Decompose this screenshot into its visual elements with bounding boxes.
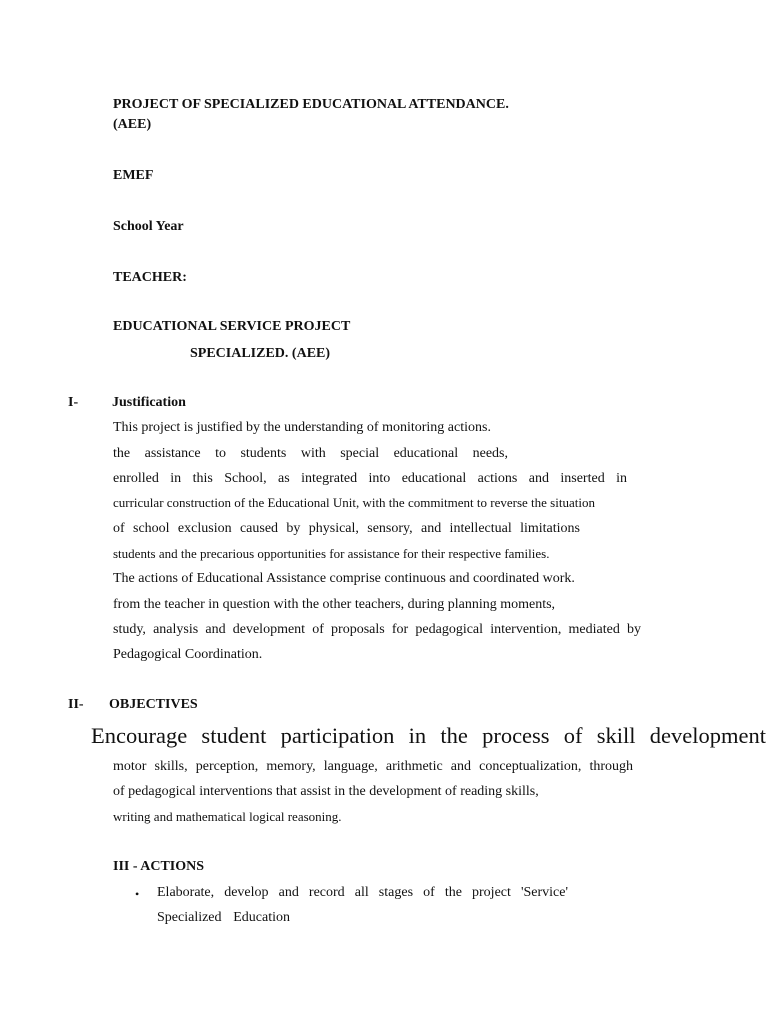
justification-line: Pedagogical Coordination. bbox=[113, 647, 263, 662]
actions-bullet-line: Specialized Education bbox=[157, 910, 290, 925]
school-year-label: School Year bbox=[113, 219, 184, 234]
actions-bullet-line: Elaborate, develop and record all stages of the project 'Service' bbox=[157, 885, 568, 900]
justification-line: The actions of Educational Assistance comprise continuous and coordinated work. bbox=[113, 571, 575, 586]
bullet-icon: • bbox=[135, 887, 140, 901]
section-1-number: I- bbox=[68, 395, 79, 410]
project-title-line2: SPECIALIZED. (AEE) bbox=[190, 346, 331, 361]
justification-line: study, analysis and development of proposals for pedagogical intervention, mediated by bbox=[113, 622, 641, 637]
justification-line: curricular construction of the Educational Unit, with the commitment to reverse the situation bbox=[113, 495, 595, 510]
teacher-label: TEACHER: bbox=[113, 270, 187, 285]
section-2-title: OBJECTIVES bbox=[109, 697, 198, 712]
objectives-line: motor skills, perception, memory, language, arithmetic and conceptualization, through bbox=[113, 759, 633, 774]
document-title-line2: (AEE) bbox=[113, 117, 152, 132]
document-title-line1: PROJECT OF SPECIALIZED EDUCATIONAL ATTENDANCE. bbox=[113, 97, 509, 112]
justification-line: from the teacher in question with the other teachers, during planning moments, bbox=[113, 597, 556, 612]
section-3-title: III - ACTIONS bbox=[113, 859, 205, 874]
justification-line: students and the precarious opportunities for assistance for their respective families. bbox=[113, 546, 550, 561]
objectives-line: of pedagogical interventions that assist in the development of reading skills, bbox=[113, 784, 539, 799]
objectives-line: writing and mathematical logical reasoning. bbox=[113, 809, 342, 824]
justification-line: of school exclusion caused by physical, sensory, and intellectual limitations bbox=[113, 521, 580, 536]
project-title-line1: EDUCATIONAL SERVICE PROJECT bbox=[113, 319, 351, 334]
objectives-lead-line: Encourage student participation in the process of skill development bbox=[91, 723, 766, 748]
section-2-number: II- bbox=[68, 697, 84, 712]
justification-line: enrolled in this School, as integrated into educational actions and inserted in bbox=[113, 471, 627, 486]
section-1-title: Justification bbox=[112, 395, 186, 410]
justification-line: the assistance to students with special educational needs, bbox=[113, 446, 508, 461]
school-name: EMEF bbox=[113, 168, 154, 183]
justification-line: This project is justified by the understanding of monitoring actions. bbox=[113, 420, 491, 435]
